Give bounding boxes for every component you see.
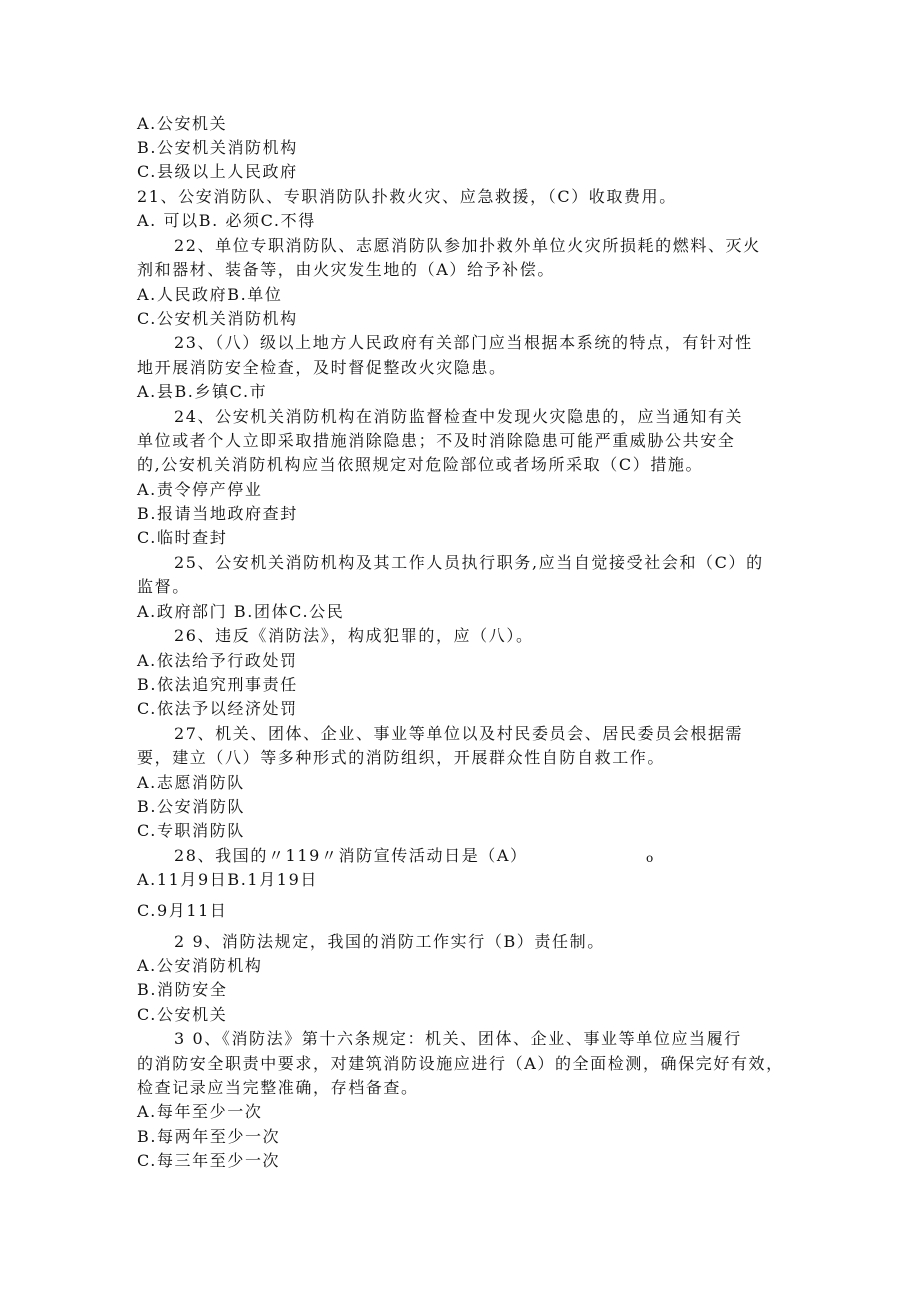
option-line: C.县级以上人民政府	[137, 162, 298, 181]
question-24: 24、公安机关消防机构在消防监督检查中发现火灾隐患的，应当通知有关	[174, 407, 744, 426]
option-line: A. 可以B. 必须C.不得	[137, 211, 316, 230]
option-line: B.公安机关消防机构	[137, 138, 298, 157]
question-28-trailing-mark: o	[646, 851, 654, 865]
question-23-cont: 地开展消防安全检查，及时督促整改火灾隐患。	[137, 358, 507, 377]
option-line: C.9月11日	[137, 901, 228, 920]
question-22: 22、单位专职消防队、志愿消防队参加扑救外单位火灾所损耗的燃料、灭火	[174, 236, 761, 255]
question-22-cont: 剂和器材、装备等，由火灾发生地的（A）给予补偿。	[137, 260, 555, 279]
option-line: C.公安机关消防机构	[137, 309, 298, 328]
question-27: 27、机关、团体、企业、事业等单位以及村民委员会、居民委员会根据需	[174, 724, 744, 743]
option-line: B.公安消防队	[137, 797, 246, 816]
option-line: A.公安机关	[137, 114, 228, 133]
question-24-cont: 单位或者个人立即采取措施消除隐患；不及时消除隐患可能严重威胁公共安全	[137, 431, 736, 450]
question-30-cont: 的消防安全职责中要求，对建筑消防设施应进行（A）的全面检测，确保完好有效，	[137, 1054, 784, 1073]
option-line: A.公安消防机构	[137, 956, 263, 975]
option-line: A.志愿消防队	[137, 773, 245, 792]
question-26: 26、违反《消防法》，构成犯罪的，应（八）。	[174, 626, 534, 645]
option-line: A.政府部门 B.团体C.公民	[137, 602, 345, 621]
option-line: C.依法予以经济处罚	[137, 699, 298, 718]
question-28: 28、我国的〃119〃消防宣传活动日是（A）	[174, 846, 528, 865]
option-line: A.每年至少一次	[137, 1102, 263, 1121]
option-line: B.报请当地政府查封	[137, 504, 298, 523]
option-line: A.依法给予行政处罚	[137, 651, 298, 670]
option-line: A.县B.乡镇C.市	[137, 382, 268, 401]
question-29: 2 9、消防法规定，我国的消防工作实行（B）责任制。	[174, 932, 605, 951]
option-line: A.11月9日B.1月19日	[137, 870, 318, 889]
option-line: C.临时查封	[137, 528, 228, 547]
question-23: 23、（八）级以上地方人民政府有关部门应当根据本系统的特点，有针对性	[174, 333, 753, 352]
option-line: A.人民政府B.单位	[137, 285, 283, 304]
question-27-cont: 要，建立（八）等多种形式的消防组织，开展群众性自防自救工作。	[137, 748, 666, 767]
option-line: C.每三年至少一次	[137, 1151, 281, 1170]
question-25-cont: 监督。	[137, 577, 190, 596]
question-25: 25、公安机关消防机构及其工作人员执行职务,应当自觉接受社会和（C）的	[174, 553, 764, 572]
option-line: B.依法追究刑事责任	[137, 675, 298, 694]
option-line: A.责令停产停业	[137, 480, 263, 499]
question-21: 21、公安消防队、专职消防队扑救火灾、应急救援，（C）收取费用。	[137, 187, 677, 206]
option-line: C.公安机关	[137, 1005, 228, 1024]
option-line: B.每两年至少一次	[137, 1127, 281, 1146]
question-24-cont: 的,公安机关消防机构应当依照规定对危险部位或者场所采取（C）措施。	[137, 455, 704, 474]
option-line: B.消防安全	[137, 980, 228, 999]
option-line: C.专职消防队	[137, 821, 245, 840]
question-30-cont: 检查记录应当完整准确，存档备查。	[137, 1078, 419, 1097]
question-30: 3 0、《消防法》第十六条规定：机关、团体、企业、事业等单位应当履行	[174, 1029, 742, 1048]
